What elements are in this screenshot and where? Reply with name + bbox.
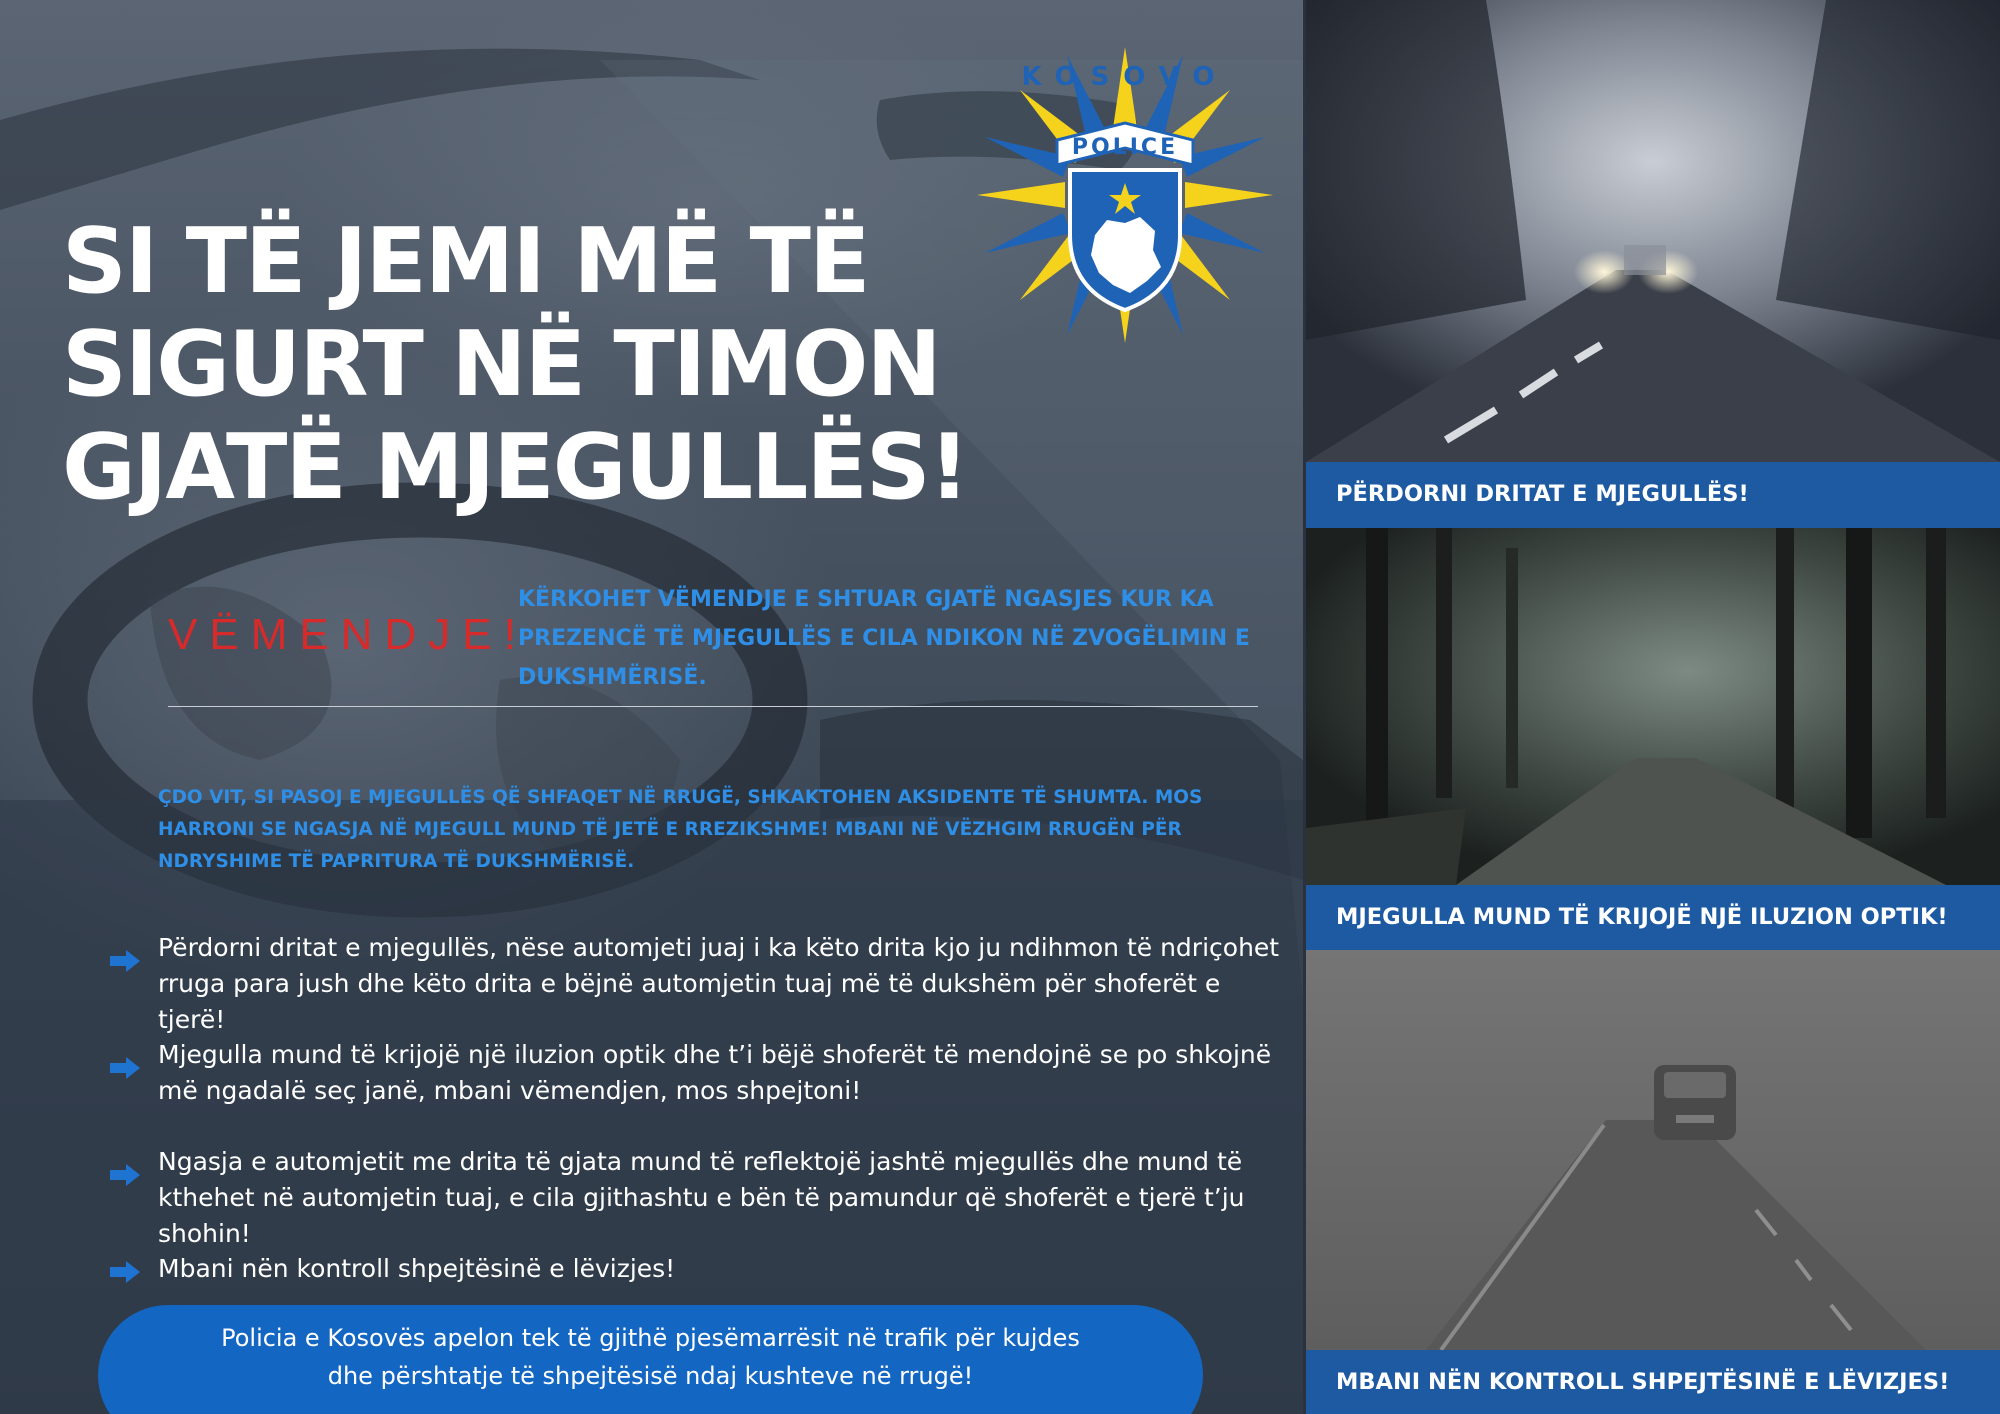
caption-bar: MJEGULLA MUND TË KRIJOJË NJË ILUZION OPTIK! [1306, 885, 2000, 950]
foggy-road-headlights-photo [1306, 0, 2000, 462]
tip-text: Përdorni dritat e mjegullës, nëse automjeti juaj i ka këto drita kjo ju ndihmon të ndriçohet rruga para jush dhe këto drita e bëjnë automjetin tuaj më të dukshëm për shoferët e tjerë! [158, 933, 1280, 1034]
appeal-line: dhe përshtatje të shpejtësisë ndaj kushteve në rrugë! [327, 1362, 974, 1390]
foggy-forest-road-photo [1306, 528, 2000, 885]
caption-bar: MBANI NËN KONTROLL SHPEJTËSINË E LËVIZJES! [1306, 1350, 2000, 1414]
foggy-highway-car-photo [1306, 950, 2000, 1350]
intro-text: ÇDO VIT, SI PASOJ E MJEGULLËS QË SHFAQET NË RRUGË, SHKAKTOHEN AKSIDENTE TË SHUMTA. MOS HARRONI SE NGASJA NË MJEGULL MUND TË JETË E RREZIKSHME! MBANI NË VËZHGIM RRUGËN PËR NDRYSHIME TË PAPRITURA TË DUKSHMËRISË. [158, 787, 1203, 872]
tip-item [110, 1144, 1280, 1252]
logo-banner-text: POLICE [1071, 135, 1179, 160]
arrow-right-icon [110, 1261, 140, 1283]
title-line: SI TË JEMI MË TË [62, 209, 869, 314]
caption-bar: PËRDORNI DRITAT E MJEGULLËS! [1306, 462, 2000, 528]
tip-item [110, 1251, 675, 1287]
tip-item [110, 930, 1280, 1038]
title-line: SIGURT NË TIMON [62, 312, 940, 417]
appeal-banner [98, 1305, 1203, 1414]
tip-item [110, 1037, 1280, 1109]
divider [168, 706, 1258, 707]
appeal-line: Policia e Kosovës apelon tek të gjithë pjesëmarrësit në trafik për kujdes [221, 1324, 1080, 1352]
tip-text: Mbani nën kontroll shpejtësinë e lëvizjes! [158, 1254, 676, 1283]
logo-ring-text: KOSOVO [1021, 62, 1229, 92]
tip-text: Mjegulla mund të krijojë një iluzion optik dhe t’i bëjë shoferët të mendojnë se po shkojnë më ngadalë seç janë, mbani vëmendjen, mos shpejtoni! [158, 1040, 1272, 1105]
tip-text: Ngasja e automjetit me drita të gjata mund të reflektojë jashtë mjegullës dhe mund të kthehet në automjetin tuaj, e cila gjithashtu e bën të pamundur që shoferët e tjerë t’ju shohin! [158, 1147, 1245, 1248]
warning-label: VËMENDJE! [168, 610, 528, 659]
page-title [62, 210, 1062, 519]
warning-text: KËRKOHET VËMENDJE E SHTUAR GJATË NGASJES KUR KA PREZENCË TË MJEGULLËS E CILA NDIKON NË ZVOGËLIMIN E DUKSHMËRISË. [518, 587, 1250, 690]
arrow-right-icon [110, 1057, 140, 1079]
right-panel [1303, 0, 2000, 1414]
arrow-right-icon [110, 950, 140, 972]
title-line: GJATË MJEGULLËS! [62, 415, 968, 520]
arrow-right-icon [110, 1164, 140, 1186]
